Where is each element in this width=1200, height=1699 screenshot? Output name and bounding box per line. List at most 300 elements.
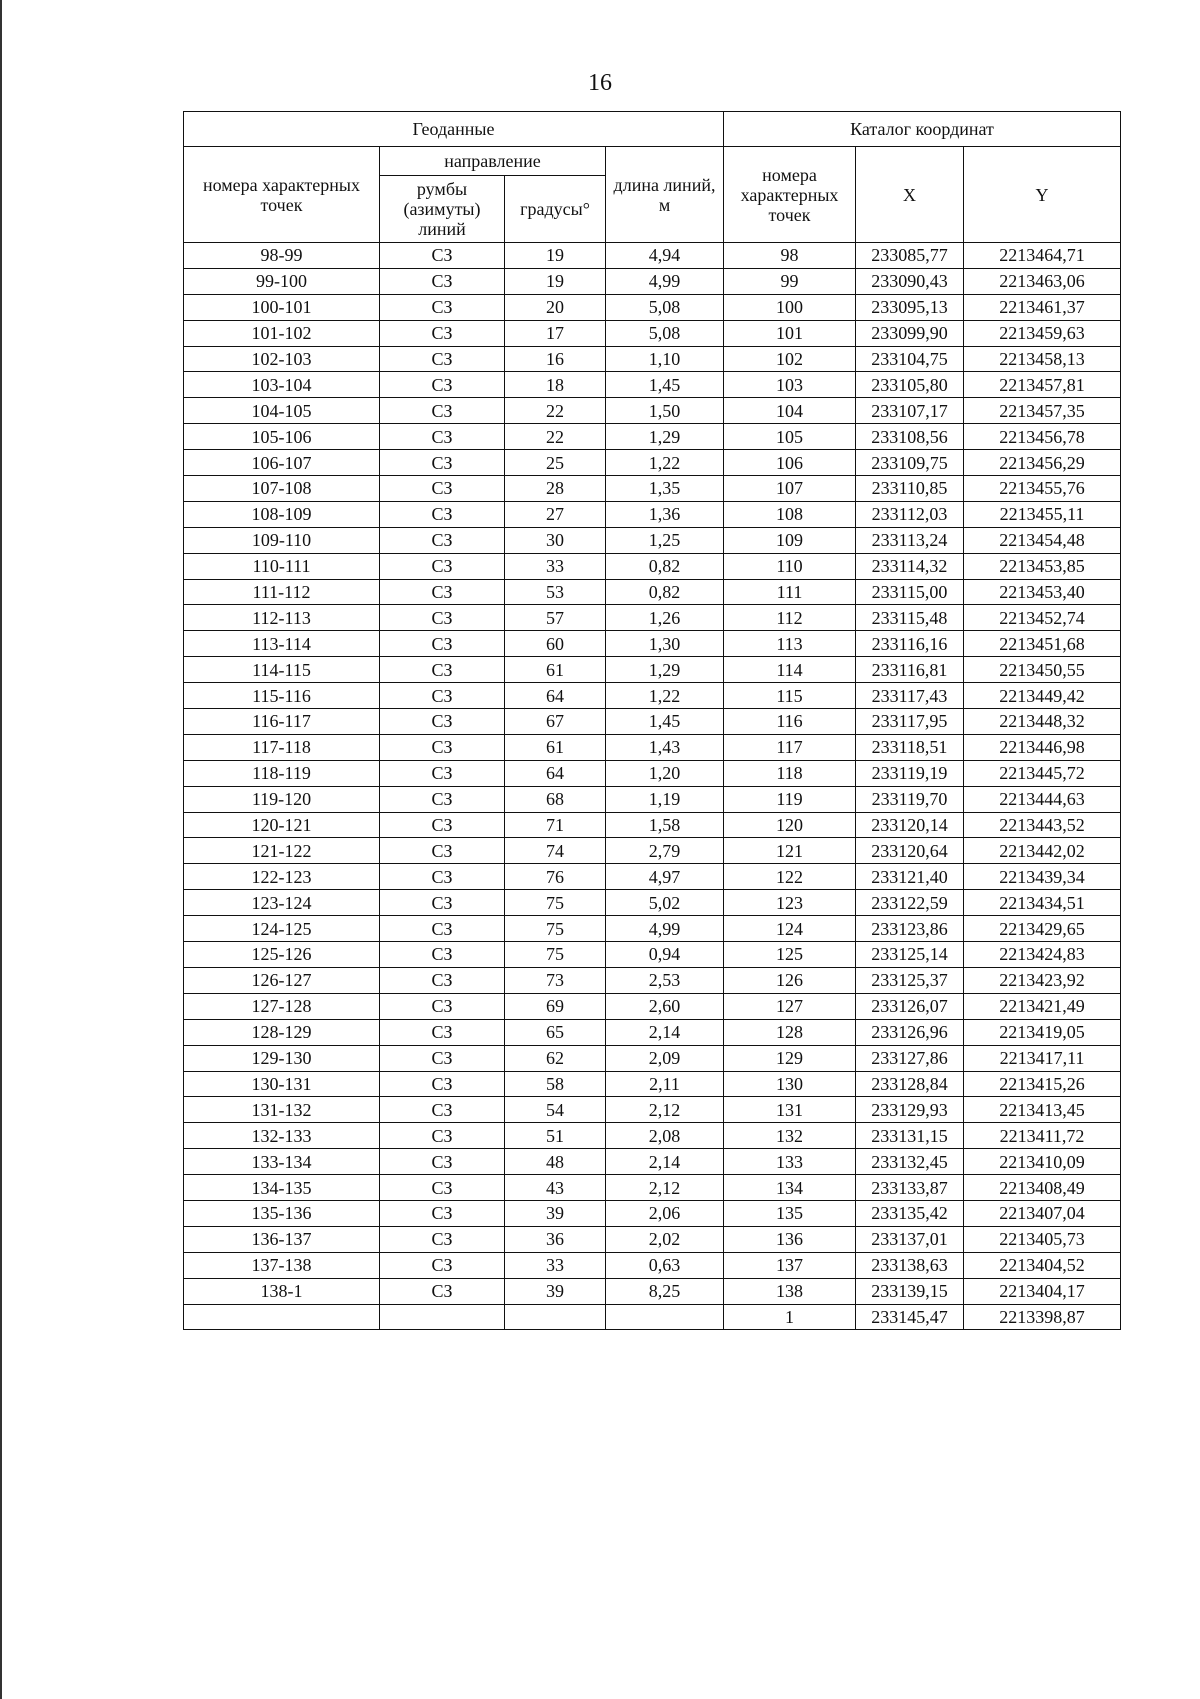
y-cell: 2213407,04 xyxy=(964,1200,1121,1226)
point-cell: 131 xyxy=(724,1097,856,1123)
x-cell: 233133,87 xyxy=(856,1175,964,1201)
x-cell: 233131,15 xyxy=(856,1123,964,1149)
length-cell: 1,26 xyxy=(606,605,724,631)
point-cell: 123 xyxy=(724,890,856,916)
rhumb-cell: СЗ xyxy=(380,916,505,942)
y-cell: 2213439,34 xyxy=(964,864,1121,890)
table-row xyxy=(184,527,1121,553)
point-cell: 129 xyxy=(724,1045,856,1071)
point-cell: 132 xyxy=(724,1123,856,1149)
point-cell: 127 xyxy=(724,993,856,1019)
degrees-cell: 30 xyxy=(505,527,606,553)
segment-cell: 102-103 xyxy=(184,346,380,372)
table-row xyxy=(184,1071,1121,1097)
x-cell: 233109,75 xyxy=(856,450,964,476)
length-cell: 1,20 xyxy=(606,760,724,786)
point-cell: 111 xyxy=(724,579,856,605)
point-cell: 106 xyxy=(724,450,856,476)
y-cell: 2213459,63 xyxy=(964,320,1121,346)
length-cell: 8,25 xyxy=(606,1278,724,1304)
table-row xyxy=(184,243,1121,269)
page-number: 16 xyxy=(588,70,612,96)
x-cell: 233115,00 xyxy=(856,579,964,605)
y-cell: 2213405,73 xyxy=(964,1226,1121,1252)
segment-cell: 120-121 xyxy=(184,812,380,838)
rhumb-cell: СЗ xyxy=(380,1071,505,1097)
y-cell: 2213457,81 xyxy=(964,372,1121,398)
rhumb-cell: СЗ xyxy=(380,967,505,993)
y-cell: 2213463,06 xyxy=(964,268,1121,294)
point-cell: 124 xyxy=(724,916,856,942)
length-cell: 2,12 xyxy=(606,1097,724,1123)
x-cell: 233107,17 xyxy=(856,398,964,424)
rhumb-cell: СЗ xyxy=(380,476,505,502)
degrees-cell: 58 xyxy=(505,1071,606,1097)
rhumb-cell: СЗ xyxy=(380,657,505,683)
x-cell: 233120,64 xyxy=(856,838,964,864)
length-cell: 5,08 xyxy=(606,294,724,320)
table-row xyxy=(184,553,1121,579)
y-cell: 2213455,11 xyxy=(964,501,1121,527)
point-cell: 120 xyxy=(724,812,856,838)
rhumb-cell: СЗ xyxy=(380,1019,505,1045)
y-cell: 2213443,52 xyxy=(964,812,1121,838)
segment-cell: 136-137 xyxy=(184,1226,380,1252)
degrees-cell: 76 xyxy=(505,864,606,890)
length-cell: 2,53 xyxy=(606,967,724,993)
x-cell: 233125,37 xyxy=(856,967,964,993)
rhumb-cell: СЗ xyxy=(380,890,505,916)
rhumb-cell: СЗ xyxy=(380,605,505,631)
x-header: X xyxy=(856,147,964,243)
length-cell: 2,60 xyxy=(606,993,724,1019)
table-row xyxy=(184,967,1121,993)
x-cell: 233113,24 xyxy=(856,527,964,553)
table-row xyxy=(184,864,1121,890)
rhumb-cell: СЗ xyxy=(380,993,505,1019)
x-cell: 233117,43 xyxy=(856,683,964,709)
table-row xyxy=(184,1175,1121,1201)
y-header: Y xyxy=(964,147,1121,243)
degrees-cell: 71 xyxy=(505,812,606,838)
length-cell: 5,08 xyxy=(606,320,724,346)
length-cell: 1,22 xyxy=(606,683,724,709)
x-cell: 233126,07 xyxy=(856,993,964,1019)
rhumb-cell: СЗ xyxy=(380,579,505,605)
point-cell: 104 xyxy=(724,398,856,424)
degrees-cell: 39 xyxy=(505,1200,606,1226)
point-cell: 100 xyxy=(724,294,856,320)
y-cell: 2213450,55 xyxy=(964,657,1121,683)
segment-cell: 106-107 xyxy=(184,450,380,476)
table-row xyxy=(184,683,1121,709)
length-cell: 1,50 xyxy=(606,398,724,424)
geodata-table xyxy=(183,111,1121,1330)
length-cell: 1,45 xyxy=(606,709,724,735)
point-cell: 138 xyxy=(724,1278,856,1304)
y-cell: 2213434,51 xyxy=(964,890,1121,916)
x-cell: 233123,86 xyxy=(856,916,964,942)
x-cell: 233137,01 xyxy=(856,1226,964,1252)
y-cell: 2213454,48 xyxy=(964,527,1121,553)
degrees-cell: 43 xyxy=(505,1175,606,1201)
rhumb-cell: СЗ xyxy=(380,631,505,657)
degrees-cell: 16 xyxy=(505,346,606,372)
length-cell: 2,09 xyxy=(606,1045,724,1071)
segment-cell: 108-109 xyxy=(184,501,380,527)
y-cell: 2213457,35 xyxy=(964,398,1121,424)
table-row xyxy=(184,1278,1121,1304)
degrees-cell: 61 xyxy=(505,657,606,683)
segment-cell: 123-124 xyxy=(184,890,380,916)
segment-cell: 127-128 xyxy=(184,993,380,1019)
length-cell: 1,29 xyxy=(606,657,724,683)
point-cell: 1 xyxy=(724,1304,856,1330)
degrees-cell: 17 xyxy=(505,320,606,346)
length-header: длина линий, м xyxy=(606,147,724,243)
segment-cell: 109-110 xyxy=(184,527,380,553)
point-cell: 110 xyxy=(724,553,856,579)
segment-cell: 125-126 xyxy=(184,942,380,968)
length-cell: 2,11 xyxy=(606,1071,724,1097)
table-row xyxy=(184,501,1121,527)
table-row xyxy=(184,760,1121,786)
degrees-cell: 75 xyxy=(505,942,606,968)
segment-cell: 119-120 xyxy=(184,786,380,812)
degrees-cell: 19 xyxy=(505,243,606,269)
segment-cell: 116-117 xyxy=(184,709,380,735)
x-cell: 233108,56 xyxy=(856,424,964,450)
length-cell: 0,94 xyxy=(606,942,724,968)
x-cell: 233119,70 xyxy=(856,786,964,812)
table-row xyxy=(184,1123,1121,1149)
length-cell: 0,82 xyxy=(606,579,724,605)
degrees-cell: 62 xyxy=(505,1045,606,1071)
rhumb-cell: СЗ xyxy=(380,372,505,398)
point-cell: 113 xyxy=(724,631,856,657)
point-cell: 137 xyxy=(724,1252,856,1278)
degrees-cell: 74 xyxy=(505,838,606,864)
table-row xyxy=(184,579,1121,605)
segment-cell: 103-104 xyxy=(184,372,380,398)
table-row xyxy=(184,1252,1121,1278)
rhumb-cell: СЗ xyxy=(380,1200,505,1226)
degrees-cell: 22 xyxy=(505,398,606,424)
point-cell: 135 xyxy=(724,1200,856,1226)
rhumb-cell: СЗ xyxy=(380,424,505,450)
y-cell: 2213429,65 xyxy=(964,916,1121,942)
segment-cell: 138-1 xyxy=(184,1278,380,1304)
table-row xyxy=(184,476,1121,502)
x-cell: 233125,14 xyxy=(856,942,964,968)
rhumb-cell: СЗ xyxy=(380,268,505,294)
x-cell: 233135,42 xyxy=(856,1200,964,1226)
length-cell: 2,79 xyxy=(606,838,724,864)
degrees-cell: 22 xyxy=(505,424,606,450)
table-row xyxy=(184,320,1121,346)
segment-cell: 100-101 xyxy=(184,294,380,320)
x-cell: 233114,32 xyxy=(856,553,964,579)
segment-cell xyxy=(184,1304,380,1330)
y-cell: 2213417,11 xyxy=(964,1045,1121,1071)
degrees-cell: 54 xyxy=(505,1097,606,1123)
rhumb-cell: СЗ xyxy=(380,1045,505,1071)
point-cell: 117 xyxy=(724,734,856,760)
segment-cell: 129-130 xyxy=(184,1045,380,1071)
y-cell: 2213404,17 xyxy=(964,1278,1121,1304)
length-cell: 1,30 xyxy=(606,631,724,657)
segment-cell: 115-116 xyxy=(184,683,380,709)
table-row xyxy=(184,1200,1121,1226)
segment-cell: 130-131 xyxy=(184,1071,380,1097)
degrees-cell: 65 xyxy=(505,1019,606,1045)
x-cell: 233118,51 xyxy=(856,734,964,760)
x-cell: 233105,80 xyxy=(856,372,964,398)
segment-cell: 99-100 xyxy=(184,268,380,294)
segment-cell: 104-105 xyxy=(184,398,380,424)
x-cell: 233132,45 xyxy=(856,1149,964,1175)
rhumb-cell: СЗ xyxy=(380,864,505,890)
x-cell: 233121,40 xyxy=(856,864,964,890)
segment-cell: 131-132 xyxy=(184,1097,380,1123)
table-row xyxy=(184,1045,1121,1071)
degrees-cell: 36 xyxy=(505,1226,606,1252)
x-cell: 233129,93 xyxy=(856,1097,964,1123)
degrees-cell: 53 xyxy=(505,579,606,605)
y-cell: 2213424,83 xyxy=(964,942,1121,968)
y-cell: 2213455,76 xyxy=(964,476,1121,502)
segment-cell: 133-134 xyxy=(184,1149,380,1175)
segment-cell: 132-133 xyxy=(184,1123,380,1149)
segment-cell: 112-113 xyxy=(184,605,380,631)
point-cell: 118 xyxy=(724,760,856,786)
degrees-cell: 75 xyxy=(505,916,606,942)
degrees-cell: 27 xyxy=(505,501,606,527)
table-row xyxy=(184,993,1121,1019)
table-row xyxy=(184,916,1121,942)
point-cell: 108 xyxy=(724,501,856,527)
point-cell: 121 xyxy=(724,838,856,864)
degrees-cell: 61 xyxy=(505,734,606,760)
rhumb-cell: СЗ xyxy=(380,1252,505,1278)
rhumb-cell: СЗ xyxy=(380,1097,505,1123)
y-cell: 2213423,92 xyxy=(964,967,1121,993)
y-cell: 2213452,74 xyxy=(964,605,1121,631)
rhumb-cell: СЗ xyxy=(380,838,505,864)
rhumb-cell: СЗ xyxy=(380,812,505,838)
rhumb-cell: СЗ xyxy=(380,683,505,709)
length-cell: 4,99 xyxy=(606,268,724,294)
x-cell: 233127,86 xyxy=(856,1045,964,1071)
point-cell: 116 xyxy=(724,709,856,735)
segment-cell: 107-108 xyxy=(184,476,380,502)
y-cell: 2213445,72 xyxy=(964,760,1121,786)
scan-left-edge xyxy=(0,0,2,1699)
y-cell: 2213461,37 xyxy=(964,294,1121,320)
table-row xyxy=(184,812,1121,838)
x-cell: 233117,95 xyxy=(856,709,964,735)
geodata-header: Геоданные xyxy=(184,112,724,147)
segment-cell: 128-129 xyxy=(184,1019,380,1045)
x-cell: 233095,13 xyxy=(856,294,964,320)
segment-cell: 137-138 xyxy=(184,1252,380,1278)
x-cell: 233126,96 xyxy=(856,1019,964,1045)
rhumb-cell: СЗ xyxy=(380,346,505,372)
degrees-cell: 25 xyxy=(505,450,606,476)
y-cell: 2213410,09 xyxy=(964,1149,1121,1175)
table-row xyxy=(184,1149,1121,1175)
rhumb-cell: СЗ xyxy=(380,553,505,579)
rhumb-cell: СЗ xyxy=(380,1123,505,1149)
segment-cell: 111-112 xyxy=(184,579,380,605)
table-row xyxy=(184,398,1121,424)
degrees-cell: 51 xyxy=(505,1123,606,1149)
length-cell: 2,02 xyxy=(606,1226,724,1252)
length-cell: 1,35 xyxy=(606,476,724,502)
rhumb-cell: СЗ xyxy=(380,942,505,968)
length-cell: 1,25 xyxy=(606,527,724,553)
y-cell: 2213456,29 xyxy=(964,450,1121,476)
degrees-cell: 69 xyxy=(505,993,606,1019)
degrees-cell: 39 xyxy=(505,1278,606,1304)
x-cell: 233116,16 xyxy=(856,631,964,657)
table-row xyxy=(184,631,1121,657)
table-row xyxy=(184,294,1121,320)
table-row xyxy=(184,346,1121,372)
length-cell xyxy=(606,1304,724,1330)
point-cell: 102 xyxy=(724,346,856,372)
length-cell: 1,43 xyxy=(606,734,724,760)
segment-cell: 113-114 xyxy=(184,631,380,657)
point-cell: 112 xyxy=(724,605,856,631)
length-cell: 1,29 xyxy=(606,424,724,450)
x-cell: 233138,63 xyxy=(856,1252,964,1278)
segment-cell: 134-135 xyxy=(184,1175,380,1201)
length-cell: 1,36 xyxy=(606,501,724,527)
point-cell: 126 xyxy=(724,967,856,993)
degrees-cell: 18 xyxy=(505,372,606,398)
rhumb-cell: СЗ xyxy=(380,294,505,320)
table-body xyxy=(184,243,1121,1330)
segment-cell: 114-115 xyxy=(184,657,380,683)
x-cell: 233090,43 xyxy=(856,268,964,294)
degrees-cell xyxy=(505,1304,606,1330)
length-cell: 0,63 xyxy=(606,1252,724,1278)
table-row xyxy=(184,268,1121,294)
y-cell: 2213404,52 xyxy=(964,1252,1121,1278)
table-row xyxy=(184,1304,1121,1330)
length-cell: 2,08 xyxy=(606,1123,724,1149)
table-row xyxy=(184,657,1121,683)
length-cell: 2,14 xyxy=(606,1019,724,1045)
rhumb-cell: СЗ xyxy=(380,243,505,269)
y-cell: 2213448,32 xyxy=(964,709,1121,735)
segment-cell: 121-122 xyxy=(184,838,380,864)
degrees-cell: 57 xyxy=(505,605,606,631)
degrees-cell: 28 xyxy=(505,476,606,502)
y-cell: 2213453,40 xyxy=(964,579,1121,605)
point-cell: 136 xyxy=(724,1226,856,1252)
table-row xyxy=(184,605,1121,631)
y-cell: 2213449,42 xyxy=(964,683,1121,709)
table-row xyxy=(184,1097,1121,1123)
rhumb-cell: СЗ xyxy=(380,1226,505,1252)
point-cell: 99 xyxy=(724,268,856,294)
point-cell: 115 xyxy=(724,683,856,709)
rhumb-cell: СЗ xyxy=(380,1175,505,1201)
point-cell: 122 xyxy=(724,864,856,890)
y-cell: 2213421,49 xyxy=(964,993,1121,1019)
table-row xyxy=(184,424,1121,450)
x-cell: 233128,84 xyxy=(856,1071,964,1097)
y-cell: 2213398,87 xyxy=(964,1304,1121,1330)
length-cell: 1,58 xyxy=(606,812,724,838)
point-cell: 134 xyxy=(724,1175,856,1201)
point-cell: 109 xyxy=(724,527,856,553)
catalog-point-numbers-header: номера характерных точек xyxy=(724,147,856,243)
segment-cell: 118-119 xyxy=(184,760,380,786)
point-numbers-header: номера характерных точек xyxy=(184,147,380,243)
rhumb-cell: СЗ xyxy=(380,760,505,786)
x-cell: 233116,81 xyxy=(856,657,964,683)
table-row xyxy=(184,786,1121,812)
y-cell: 2213453,85 xyxy=(964,553,1121,579)
segment-cell: 101-102 xyxy=(184,320,380,346)
point-cell: 103 xyxy=(724,372,856,398)
point-cell: 128 xyxy=(724,1019,856,1045)
table-row xyxy=(184,838,1121,864)
rhumb-cell: СЗ xyxy=(380,450,505,476)
degrees-cell: 48 xyxy=(505,1149,606,1175)
length-cell: 1,10 xyxy=(606,346,724,372)
segment-cell: 98-99 xyxy=(184,243,380,269)
length-cell: 5,02 xyxy=(606,890,724,916)
x-cell: 233139,15 xyxy=(856,1278,964,1304)
y-cell: 2213408,49 xyxy=(964,1175,1121,1201)
degrees-cell: 64 xyxy=(505,760,606,786)
point-cell: 98 xyxy=(724,243,856,269)
segment-cell: 124-125 xyxy=(184,916,380,942)
catalog-header: Каталог координат xyxy=(724,112,1121,147)
direction-header: направление xyxy=(380,147,606,176)
x-cell: 233115,48 xyxy=(856,605,964,631)
point-cell: 107 xyxy=(724,476,856,502)
degrees-cell: 67 xyxy=(505,709,606,735)
rhumb-cell: СЗ xyxy=(380,709,505,735)
length-cell: 2,12 xyxy=(606,1175,724,1201)
segment-cell: 105-106 xyxy=(184,424,380,450)
x-cell: 233120,14 xyxy=(856,812,964,838)
degrees-cell: 73 xyxy=(505,967,606,993)
y-cell: 2213413,45 xyxy=(964,1097,1121,1123)
segment-cell: 122-123 xyxy=(184,864,380,890)
x-cell: 233122,59 xyxy=(856,890,964,916)
length-cell: 2,14 xyxy=(606,1149,724,1175)
point-cell: 105 xyxy=(724,424,856,450)
degrees-cell: 68 xyxy=(505,786,606,812)
segment-cell: 135-136 xyxy=(184,1200,380,1226)
segment-cell: 126-127 xyxy=(184,967,380,993)
rhumb-cell xyxy=(380,1304,505,1330)
x-cell: 233099,90 xyxy=(856,320,964,346)
table-row xyxy=(184,1226,1121,1252)
length-cell: 4,99 xyxy=(606,916,724,942)
point-cell: 130 xyxy=(724,1071,856,1097)
y-cell: 2213446,98 xyxy=(964,734,1121,760)
table-row xyxy=(184,734,1121,760)
length-cell: 1,22 xyxy=(606,450,724,476)
rhumbs-header: румбы (азимуты) линий xyxy=(380,176,505,243)
